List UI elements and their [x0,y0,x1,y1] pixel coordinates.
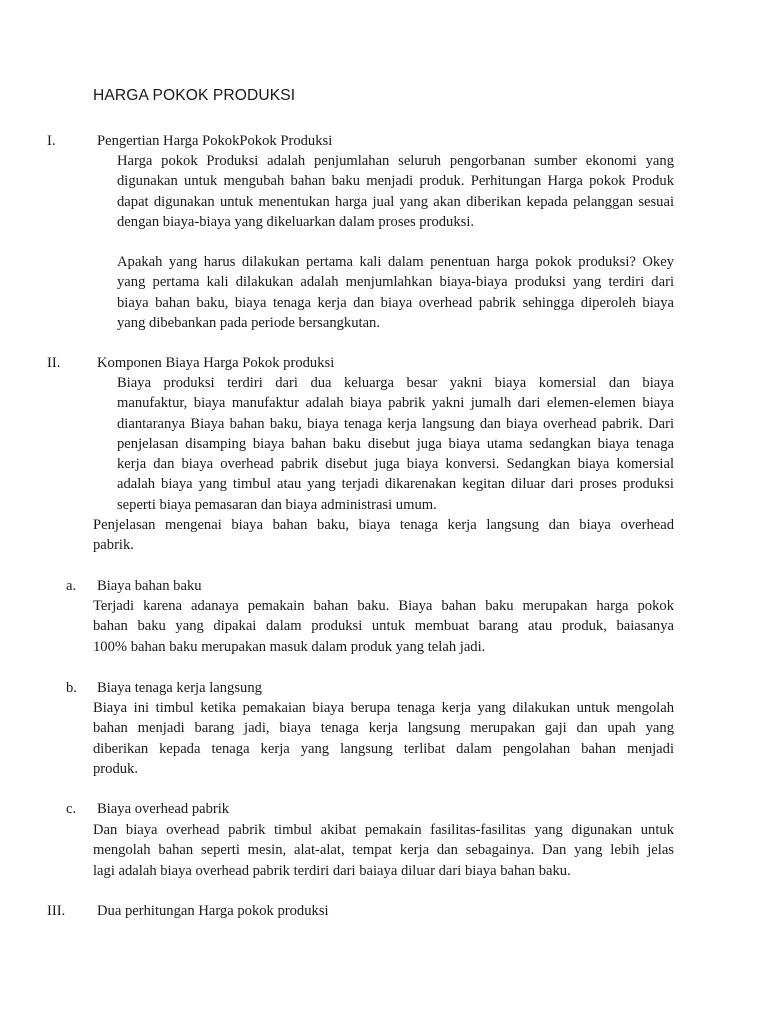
subsection-a-paragraph [93,596,674,657]
text-line: yang dibebankan pada periode bersangkutan. [117,314,380,331]
text-line: digunakan untuk mengubah bahan baku menjadi produk. Perhitungan Harga pokok Produk [117,173,674,190]
subsection-b-heading: Biaya tenaga kerja langsung [97,680,262,696]
text-line: yang pertama kali dilakukan adalah menjumlahkan biaya-biaya produksi yang terdiri dari [117,274,674,291]
section-1-paragraph-2 [93,252,674,333]
text-line: bahan menjadi barang jadi, biaya tenaga kerja langsung merupakan gaji dan upah yang [93,720,674,737]
section-3-numeral: III. [47,903,66,919]
section-2-paragraph-1 [93,373,674,515]
text-line: Terjadi karena adanaya pemakain bahan baku. Biaya bahan baku merupakan harga pokok [93,598,674,614]
text-line: diberikan kepada tenaga kerja yang langsung terlibat dalam pengolahan bahan menjadi [93,740,674,757]
text-line: penjelasan disamping biaya bahan baku disebut juga biaya utama sedangkan biaya tenaga [117,435,674,452]
section-2-heading: Komponen Biaya Harga Pokok produksi [97,355,335,371]
text-line: pabrik. [93,537,134,554]
subsection-a-letter: a. [66,578,77,594]
text-line: manufaktur, biaya manufaktur adalah biaya pabrik yakni jumalh dari elemen-elemen biaya [117,395,674,412]
text-line: biaya bahan baku, biaya tenaga kerja dan biaya overhead pabrik sehingga diperoleh biaya [117,294,674,311]
text-line: mengolah bahan seperti mesin, alat-alat, tempat kerja dan sebagainya. Dan yang lebih jelas [93,842,674,859]
subsection-c-paragraph [93,820,674,881]
subsection-a-heading: Biaya bahan baku [97,578,202,594]
section-2-paragraph-2 [93,515,674,556]
subsection-c-heading: Biaya overhead pabrik [97,801,230,817]
section-3-heading: Dua perhitungan Harga pokok produksi [97,903,329,919]
text-line: Biaya produksi terdiri dari dua keluarga besar yakni biaya komersial dan biaya [117,375,674,391]
text-line: kerja dan biaya overhead pabrik disebut juga biaya konversi. Sedangkan biaya komersial [117,456,674,473]
document-title: HARGA POKOK PRODUKSI [93,87,296,104]
text-line: Apakah yang harus dilakukan pertama kali dalam penentuan harga pokok produksi? Okey [117,254,674,270]
section-2-numeral: II. [47,355,61,371]
text-line: diantaranya Biaya bahan baku, biaya tenaga kerja langsung dan biaya overhead pabrik. Dari [117,415,674,432]
text-line: produk. [93,760,138,777]
text-line: dapat digunakan untuk menentukan harga jual yang akan diberikan kepada pelanggan sesuai [117,193,674,210]
text-line: Harga pokok Produksi adalah penjumlahan seluruh pengorbanan sumber ekonomi yang [117,153,674,169]
text-line: Penjelasan mengenai biaya bahan baku, biaya tenaga kerja langsung dan biaya overhead [93,517,674,533]
subsection-b-letter: b. [66,680,77,696]
text-line: seperti biaya pemasaran dan biaya administrasi umum. [117,496,437,513]
section-1-numeral: I. [47,133,56,149]
text-line: dengan biaya-biaya yang dikeluarkan dalam proses produksi. [117,213,475,230]
subsection-b-paragraph [93,698,674,779]
text-line: lagi adalah biaya overhead pabrik terdiri dari baiaya diluar dari biaya bahan baku. [93,862,571,879]
text-line: bahan baku yang dipakai dalam produksi untuk membuat barang atau produk, baiasanya [93,618,674,635]
subsection-c-letter: c. [66,801,77,817]
text-line: adalah biaya yang timbul atau yang terjadi dikarenakan kegitan diluar dari proses produksi [117,476,674,493]
text-line: Biaya ini timbul ketika pemakaian biaya berupa tenaga kerja yang dilakukan untuk mengolah [93,700,674,716]
section-1-paragraph-1 [93,151,674,232]
text-line: 100% bahan baku merupakan masuk dalam produk yang telah jadi. [93,638,486,655]
section-1-heading: Pengertian Harga PokokPokok Produksi [97,133,333,149]
text-line: Dan biaya overhead pabrik timbul akibat pemakain fasilitas-fasilitas yang digunakan untuk [93,822,674,838]
